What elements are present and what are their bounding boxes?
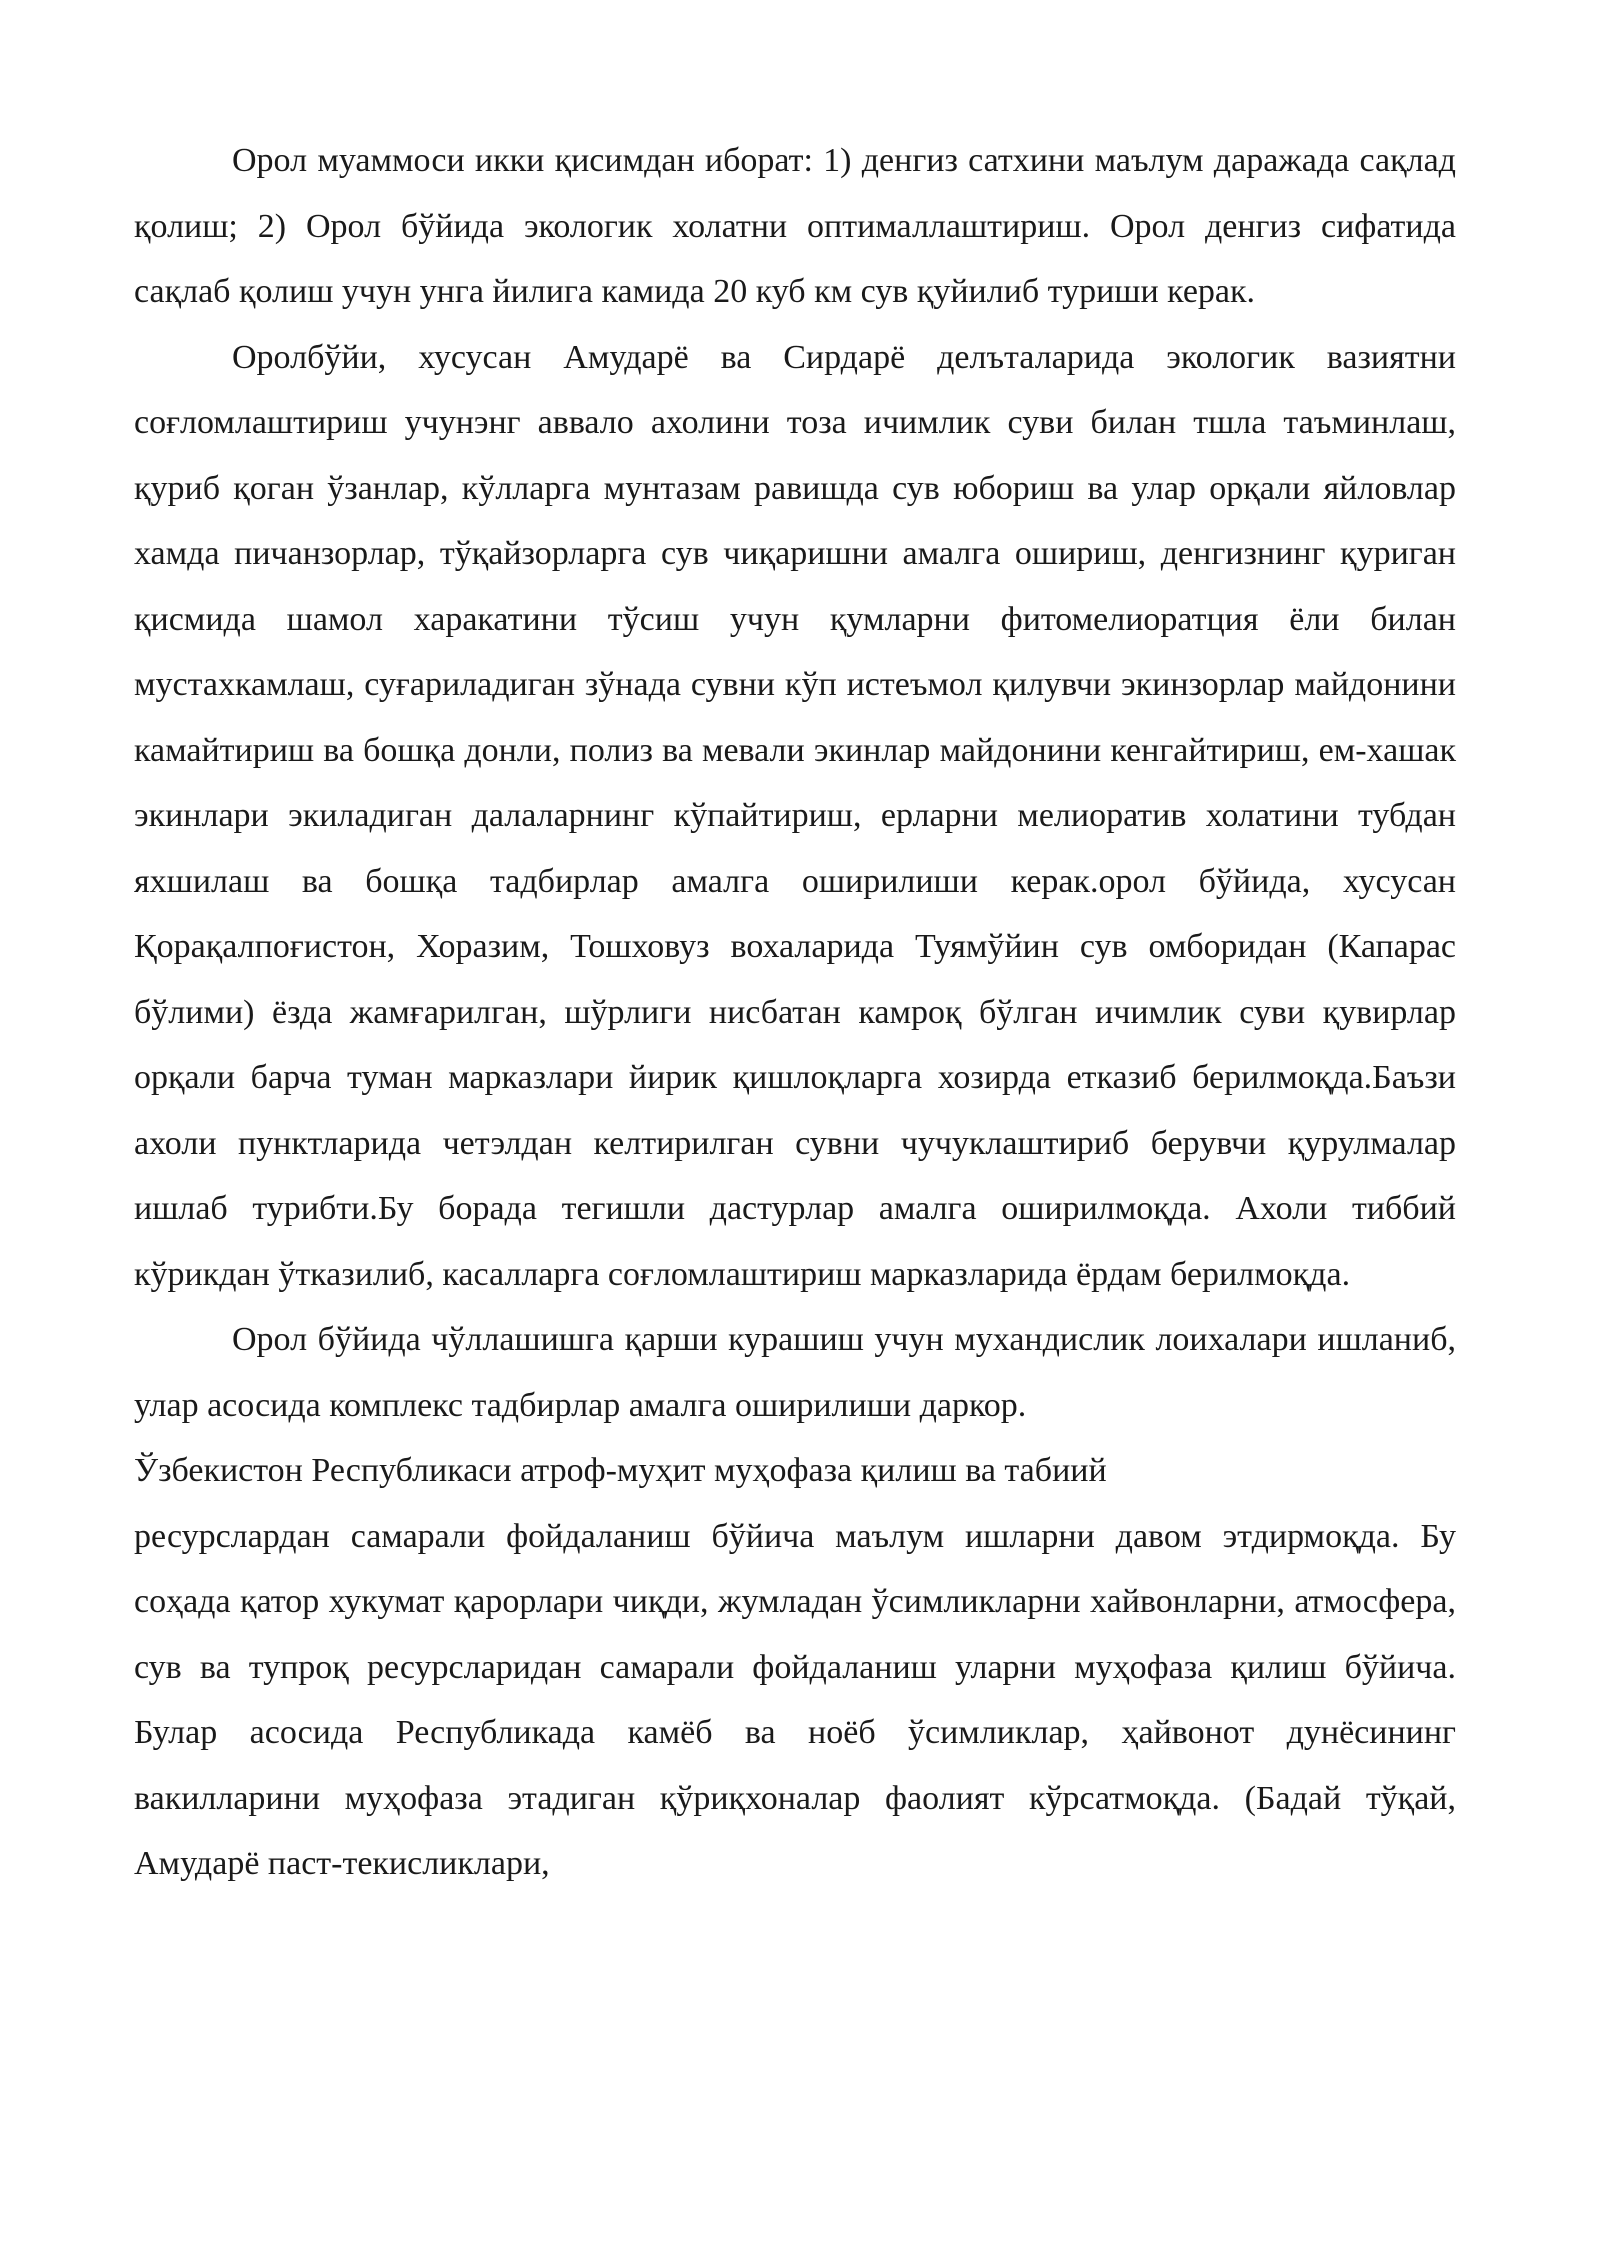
paragraph-aral-problem: Орол муаммоси икки қисимдан иборат: 1) денгиз сатхини маълум даражада сақлад қолиш; 2) Орол бўйида экологик холатни оптималлаштириш. Орол денгиз сифатида сақлаб қолиш учун унга йилига камида 20 куб км сув қуйилиб туриши керак. <box>134 142 1456 310</box>
paragraph-desertification: Орол бўйида чўллашишга қарши курашиш учун мухандислик лоихалари ишланиб, улар асосида комплекс тадбирлар амалга оширилиши даркор. <box>134 1321 1456 1424</box>
document-body <box>134 128 1456 1897</box>
paragraph-aral-measures: Оролбўйи, хусусан Амударё ва Сирдарё делъталарида экологик вазиятни соғломлаштириш учунэнг аввало ахолини тоза ичимлик суви билан тшла таъминлаш, қуриб қоган ўзанлар, кўлларга мунтазам равишда сув юбориш ва улар орқали яйловлар хамда пичанзорлар, тўқайзорларга сув чиқаришни амалга ошириш, денгизнинг қуриган қисмида шамол харакатини тўсиш учун қумларни фитомелиоратция ёли билан мустахкамлаш, суғариладиган зўнада сувни кўп истеъмол қилувчи экинзорлар майдонини камайтириш ва бошқа донли, полиз ва мевали экинлар майдонини кенгайтириш, ем-хашак экинлари экиладиган далаларнинг кўпайтириш, ерларни мелиоратив холатини тубдан яхшилаш ва бошқа тадбирлар амалга оширилиши керак.орол бўйида, хусусан Қорақалпоғистон, Хоразим, Тошховуз вохаларида Туямўйин сув омборидан (Капарас бўлими) ёзда жамғарилган, шўрлиги нисбатан камроқ бўлган ичимлик суви қувирлар орқали барча туман марказлари йирик қишлоқларга хозирда етказиб берилмоқда.Баъзи ахоли пунктларида четэлдан келтирилган сувни чучуклаштириб берувчи қурулмалар ишлаб турибти.Бу борада тегишли дастурлар амалга оширилмоқда. Ахоли тиббий кўрикдан ўтказилиб, касалларга соғломлаштириш марказларида ёрдам берилмоқда. <box>134 338 1456 1293</box>
paragraph-resources: ресурслардан самарали фойдаланиш бўйича маълум ишларни давом этдирмоқда. Бу соҳада қатор хукумат қарорлари чиқди, жумладан ўсимликларни хайвонларни, атмосфера, сув ва тупроқ ресурсларидан самарали фойдаланиш уларни муҳофаза қилиш бўйича. Булар асосида Республикада камёб ва ноёб ўсимликлар, ҳайвонот дунёсининг вакилларини муҳофаза этадиган қўриқхоналар фаолият кўрсатмоқда. (Бадай тўқай, Амударё паст-текисликлари, <box>134 1517 1456 1882</box>
paragraph-uzbekistan-heading-line: Ўзбекистон Республикаси атроф-муҳит муҳофаза қилиш ва табиий <box>134 1452 1107 1489</box>
